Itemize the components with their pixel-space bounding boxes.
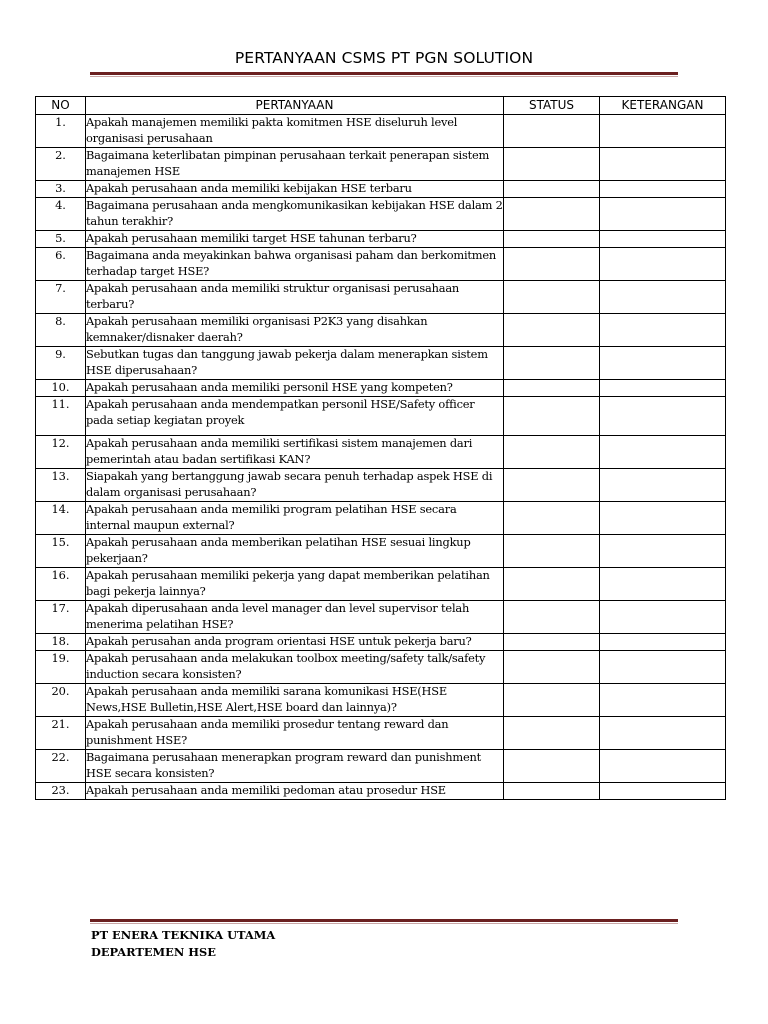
row-number: 16. [36, 568, 86, 601]
row-number: 8. [36, 314, 86, 347]
table-row [36, 181, 726, 198]
question-text: Apakah perusahan anda program orientasi HSE untuk pekerja baru? [86, 634, 504, 651]
table-row [36, 314, 726, 347]
keterangan-cell[interactable] [600, 115, 726, 148]
status-cell[interactable] [504, 436, 600, 469]
question-text: Apakah perusahaan memiliki target HSE tahunan terbaru? [86, 231, 504, 248]
footer-company: PT ENERA TEKNIKA UTAMA [91, 928, 276, 942]
table-row [36, 568, 726, 601]
document-title: PERTANYAAN CSMS PT PGN SOLUTION [234, 49, 534, 67]
table-row [36, 115, 726, 148]
table-row [36, 148, 726, 181]
row-number: 15. [36, 535, 86, 568]
question-text: Apakah perusahaan anda melakukan toolbox meeting/safety talk/safety induction secara konsisten? [86, 651, 504, 684]
header-keterangan: KETERANGAN [600, 97, 726, 115]
question-text: Apakah perusahaan anda memiliki pedoman atau prosedur HSE [86, 783, 504, 800]
status-cell[interactable] [504, 397, 600, 436]
table-row [36, 347, 726, 380]
csms-question-table [35, 96, 726, 800]
footer-department: DEPARTEMEN HSE [91, 945, 216, 959]
table-row [36, 248, 726, 281]
keterangan-cell[interactable] [600, 469, 726, 502]
title-rule [90, 72, 678, 75]
keterangan-cell[interactable] [600, 148, 726, 181]
keterangan-cell[interactable] [600, 502, 726, 535]
keterangan-cell[interactable] [600, 281, 726, 314]
row-number: 7. [36, 281, 86, 314]
status-cell[interactable] [504, 380, 600, 397]
row-number: 2. [36, 148, 86, 181]
keterangan-cell[interactable] [600, 783, 726, 800]
status-cell[interactable] [504, 750, 600, 783]
status-cell[interactable] [504, 198, 600, 231]
row-number: 6. [36, 248, 86, 281]
status-cell[interactable] [504, 314, 600, 347]
table-row [36, 502, 726, 535]
row-number: 18. [36, 634, 86, 651]
row-number: 22. [36, 750, 86, 783]
keterangan-cell[interactable] [600, 397, 726, 436]
row-number: 1. [36, 115, 86, 148]
keterangan-cell[interactable] [600, 314, 726, 347]
keterangan-cell[interactable] [600, 750, 726, 783]
row-number: 17. [36, 601, 86, 634]
status-cell[interactable] [504, 601, 600, 634]
keterangan-cell[interactable] [600, 651, 726, 684]
question-text: Bagaimana anda meyakinkan bahwa organisasi paham dan berkomitmen terhadap target HSE? [86, 248, 504, 281]
keterangan-cell[interactable] [600, 248, 726, 281]
question-text: Siapakah yang bertanggung jawab secara penuh terhadap aspek HSE di dalam organisasi perusahaan? [86, 469, 504, 502]
status-cell[interactable] [504, 231, 600, 248]
status-cell[interactable] [504, 469, 600, 502]
row-number: 14. [36, 502, 86, 535]
question-text: Apakah perusahaan anda memiliki kebijakan HSE terbaru [86, 181, 504, 198]
header-pertanyaan: PERTANYAAN [86, 97, 504, 115]
keterangan-cell[interactable] [600, 181, 726, 198]
table-header-row [36, 97, 726, 115]
row-number: 19. [36, 651, 86, 684]
status-cell[interactable] [504, 535, 600, 568]
status-cell[interactable] [504, 181, 600, 198]
table-row [36, 651, 726, 684]
table-row [36, 634, 726, 651]
header-status: STATUS [504, 97, 600, 115]
row-number: 4. [36, 198, 86, 231]
question-text: Apakah perusahaan anda memiliki personil HSE yang kompeten? [86, 380, 504, 397]
keterangan-cell[interactable] [600, 231, 726, 248]
status-cell[interactable] [504, 115, 600, 148]
keterangan-cell[interactable] [600, 684, 726, 717]
table-row [36, 601, 726, 634]
row-number: 9. [36, 347, 86, 380]
question-text: Apakah perusahaan memiliki pekerja yang dapat memberikan pelatihan bagi pekerja lainnya? [86, 568, 504, 601]
row-number: 3. [36, 181, 86, 198]
status-cell[interactable] [504, 783, 600, 800]
table-row [36, 783, 726, 800]
keterangan-cell[interactable] [600, 601, 726, 634]
status-cell[interactable] [504, 634, 600, 651]
row-number: 23. [36, 783, 86, 800]
question-text: Apakah perusahaan anda memiliki sertifikasi sistem manajemen dari pemerintah atau badan sertifikasi KAN? [86, 436, 504, 469]
table-row [36, 684, 726, 717]
table-row [36, 281, 726, 314]
status-cell[interactable] [504, 684, 600, 717]
question-text: Apakah perusahaan anda memiliki program pelatihan HSE secara internal maupun external? [86, 502, 504, 535]
question-text: Apakah perusahaan anda memiliki prosedur tentang reward dan punishment HSE? [86, 717, 504, 750]
row-number: 10. [36, 380, 86, 397]
table-row [36, 750, 726, 783]
title-rule-thin [90, 76, 678, 77]
question-text: Apakah perusahaan anda mendempatkan personil HSE/Safety officer pada setiap kegiatan proyek [86, 397, 504, 436]
question-text: Apakah perusahaan anda memberikan pelatihan HSE sesuai lingkup pekerjaan? [86, 535, 504, 568]
table-row [36, 469, 726, 502]
row-number: 5. [36, 231, 86, 248]
keterangan-cell[interactable] [600, 634, 726, 651]
table-row [36, 380, 726, 397]
header-no: NO [36, 97, 86, 115]
keterangan-cell[interactable] [600, 380, 726, 397]
status-cell[interactable] [504, 568, 600, 601]
row-number: 13. [36, 469, 86, 502]
table-row [36, 436, 726, 469]
status-cell[interactable] [504, 502, 600, 535]
keterangan-cell[interactable] [600, 436, 726, 469]
keterangan-cell[interactable] [600, 568, 726, 601]
footer-rule-thin [90, 923, 678, 924]
question-text: Sebutkan tugas dan tanggung jawab pekerja dalam menerapkan sistem HSE diperusahaan? [86, 347, 504, 380]
footer [91, 927, 275, 961]
status-cell[interactable] [504, 651, 600, 684]
question-text: Bagaimana perusahaan anda mengkomunikasikan kebijakan HSE dalam 2 tahun terakhir? [86, 198, 504, 231]
question-text: Bagaimana perusahaan menerapkan program reward dan punishment HSE secara konsisten? [86, 750, 504, 783]
keterangan-cell[interactable] [600, 717, 726, 750]
footer-rule [90, 919, 678, 922]
question-text: Bagaimana keterlibatan pimpinan perusahaan terkait penerapan sistem manajemen HSE [86, 148, 504, 181]
keterangan-cell[interactable] [600, 347, 726, 380]
row-number: 21. [36, 717, 86, 750]
status-cell[interactable] [504, 717, 600, 750]
row-number: 20. [36, 684, 86, 717]
table-row [36, 231, 726, 248]
question-text: Apakah perusahaan anda memiliki sarana komunikasi HSE(HSE News,HSE Bulletin,HSE Alert,HSE board dan lainnya)? [86, 684, 504, 717]
status-cell[interactable] [504, 148, 600, 181]
table-row [36, 535, 726, 568]
table-row [36, 198, 726, 231]
status-cell[interactable] [504, 248, 600, 281]
status-cell[interactable] [504, 347, 600, 380]
question-text: Apakah manajemen memiliki pakta komitmen HSE diseluruh level organisasi perusahaan [86, 115, 504, 148]
table-row [36, 397, 726, 436]
status-cell[interactable] [504, 281, 600, 314]
question-text: Apakah diperusahaan anda level manager dan level supervisor telah menerima pelatihan HSE? [86, 601, 504, 634]
table-row [36, 717, 726, 750]
question-text: Apakah perusahaan anda memiliki struktur organisasi perusahaan terbaru? [86, 281, 504, 314]
row-number: 12. [36, 436, 86, 469]
question-text: Apakah perusahaan memiliki organisasi P2K3 yang disahkan kemnaker/disnaker daerah? [86, 314, 504, 347]
keterangan-cell[interactable] [600, 198, 726, 231]
keterangan-cell[interactable] [600, 535, 726, 568]
row-number: 11. [36, 397, 86, 436]
